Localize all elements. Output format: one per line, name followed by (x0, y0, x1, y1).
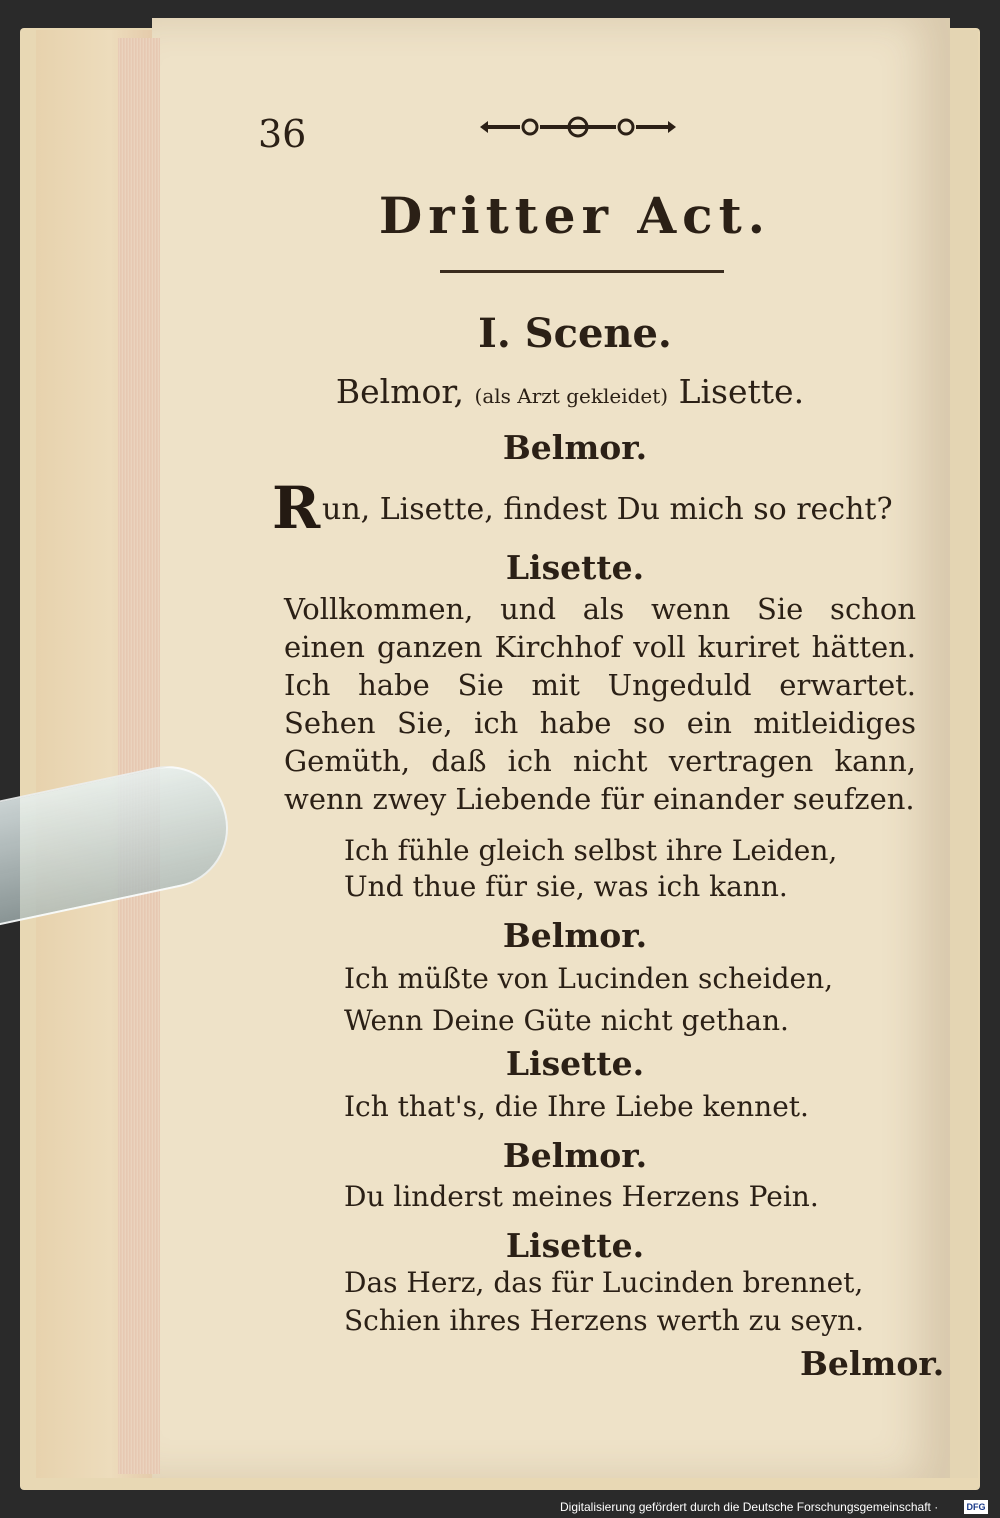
act-title: Dritter Act. (378, 186, 772, 245)
verse-line: Das Herz, das für Lucinden brennet, (344, 1266, 864, 1299)
speaker-label: Belmor. (502, 428, 648, 467)
cast-line (0, 372, 1000, 411)
cast-note: (als Arzt gekleidet) (474, 384, 669, 408)
verse-line: Ich müßte von Lucinden scheiden, (344, 962, 834, 995)
speaker-label: Belmor. (502, 1136, 648, 1175)
scene-title: I. Scene. (478, 310, 672, 357)
verse-line: Wenn Deine Güte nicht gethan. (344, 1004, 789, 1037)
title-rule (440, 270, 724, 273)
prose-paragraph: Vollkommen, und als wenn Sie schon einen ganzen Kirchhof voll kuriret hätten. Ich habe Sie mit Ungeduld erwartet. Sehen Sie, ich habe so ein mitleidiges Gemüth, daß ich nicht vertragen kann, wenn zwey Liebende für einander seufzen. (284, 592, 916, 816)
cast-main: Belmor, (335, 372, 465, 411)
page-number: 36 (258, 112, 307, 156)
verse-line: Ich fühle gleich selbst ihre Leiden, (344, 834, 838, 867)
verse-line: Schien ihres Herzens werth zu seyn. (344, 1304, 865, 1337)
drop-cap: R (272, 474, 321, 542)
speaker-label: Lisette. (505, 548, 645, 587)
verse-line: Und thue für sie, was ich kann. (344, 870, 788, 903)
digitization-credit: Digitalisierung gefördert durch die Deutsche Forschungsgemeinschaft · (560, 1500, 939, 1514)
speaker-label: Lisette. (505, 1226, 645, 1265)
ornament-icon (480, 114, 676, 140)
cast-other: Lisette. (678, 372, 805, 411)
speaker-label: Belmor. (502, 916, 648, 955)
dialogue-line: un, Lisette, findest Du mich so recht? (322, 492, 893, 527)
catchword: Belmor. (800, 1344, 945, 1383)
verse-line: Du linderst meines Herzens Pein. (344, 1180, 819, 1213)
verse-line: Ich that's, die Ihre Liebe kennet. (344, 1090, 809, 1123)
speaker-label: Lisette. (505, 1044, 645, 1083)
dfg-logo: DFG (964, 1500, 988, 1514)
